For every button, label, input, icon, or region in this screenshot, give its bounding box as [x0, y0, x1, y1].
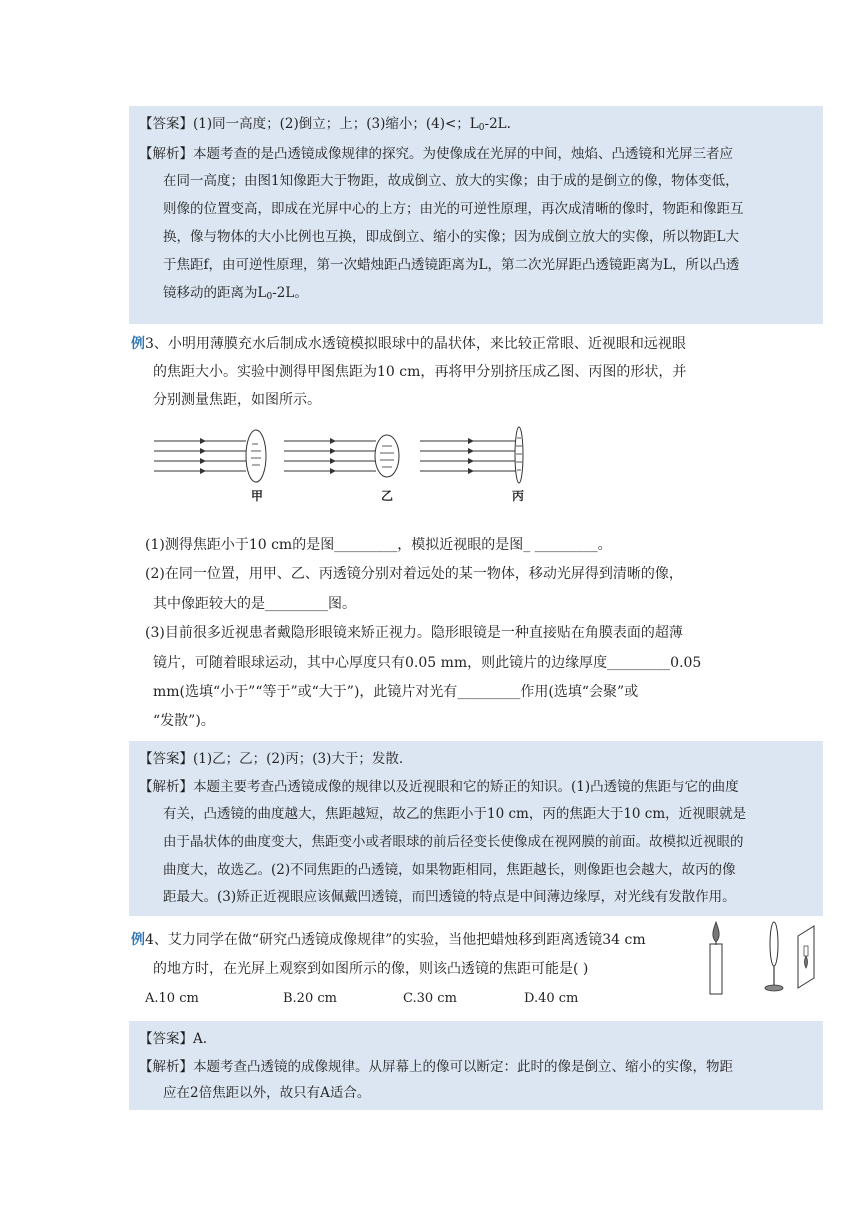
question-text: 3、小明用薄膜充水后制成水透镜模拟眼球中的晶状体，来比较正常眼、近视眼和远视眼: [145, 336, 686, 352]
analysis-tag: 【解析】: [139, 779, 193, 795]
ex3-question-line-2: 的焦距大小。实验中测得甲图焦距为10 cm，再将甲分别挤压成乙图、丙图的形状，并: [153, 364, 687, 380]
lens-figure: [150, 424, 550, 504]
fig-label-yi: 乙: [381, 489, 394, 503]
answer-tag: 【答案】: [139, 1031, 193, 1047]
fig-label-bing: 丙: [512, 489, 525, 503]
analysis-text-tail: -2L。: [272, 285, 308, 301]
ex4-question-line-1: [131, 930, 646, 950]
ex3-q3-line-1: (3)目前很多近视患者戴隐形眼镜来矫正视力。隐形眼镜是一种直接贴在角膜表面的超薄: [145, 625, 683, 641]
ex4-option-a: A.10 cm: [145, 991, 199, 1006]
lens-yi: [375, 435, 399, 477]
lens-bing-rays: [420, 441, 516, 471]
example-label: 例: [131, 932, 145, 948]
ex3-q2-line-1: (2)在同一位置，用甲、乙、丙透镜分别对着远处的某一物体，移动光屏得到清晰的像，: [145, 566, 683, 582]
ex3-q1: (1)测得焦距小于10 cm的是图_________，模拟近视眼的是图_ _________。: [145, 537, 612, 553]
answer-tag: 【答案】: [139, 751, 193, 767]
lens-bing: [515, 427, 523, 483]
ex3-analysis-line-2: 有关，凸透镜的曲度越大，焦距越短，故乙的焦距小于10 cm，丙的焦距大于10 cm，近视眼就是: [163, 806, 747, 822]
ex3-question-line-1: [131, 334, 686, 354]
analysis-text: 本题考查的是凸透镜成像规律的探究。为使像成在光屏的中间，烛焰、凸透镜和光屏三者应: [193, 146, 733, 162]
ex4-option-b: B.20 cm: [283, 991, 337, 1006]
ex3-analysis-line-4: 曲度大，故选乙。(2)不同焦距的凸透镜，如果物距相同，焦距越长，则像距也会越大，故丙的像: [163, 862, 736, 878]
analysis-tag: 【解析】: [139, 1059, 193, 1075]
screen-icon: [798, 926, 814, 988]
ex3-analysis-line-3: 由于晶状体的曲度变大，焦距变小或者眼球的前后径变长使像成在视网膜的前面。故模拟近视眼的: [163, 834, 744, 850]
answer-tag: 【答案】: [139, 116, 193, 132]
example-label: 例: [131, 336, 145, 352]
answer-text: (1)乙；乙；(2)丙；(3)大于；发散.: [193, 751, 404, 767]
ex2-analysis-line-3: 则像的位置变高，即成在光屏中心的上方；由光的可逆性原理，再次成清晰的像时，物距和像距互: [163, 201, 744, 217]
ex3-question-line-3: 分别测量焦距，如图所示。: [153, 392, 321, 408]
ex4-answer-line: [139, 1029, 207, 1049]
ex2-answer-line: [139, 114, 511, 138]
ex2-answer-box: [129, 106, 823, 324]
lens-stand-icon: [765, 922, 783, 991]
ex2-analysis-line-5: 于焦距f，由可逆性原理，第一次蜡烛距凸透镜距离为L，第二次光屏距凸透镜距离为L，所以凸透: [163, 257, 740, 273]
ex4-question-line-2: 的地方时，在光屏上观察到如图所示的像，则该凸透镜的焦距可能是( ): [153, 961, 589, 977]
analysis-text: 本题考查凸透镜的成像规律。从屏幕上的像可以断定：此时的像是倒立、缩小的实像，物距: [193, 1059, 733, 1075]
ex3-q3-line-2: 镜片，可随着眼球运动，其中心厚度只有0.05 mm，则此镜片的边缘厚度_________0.05: [153, 655, 702, 671]
ex2-analysis-line-6: [163, 283, 308, 307]
answer-text: (1)同一高度；(2)倒立；上；(3)缩小；(4)<；L: [193, 116, 479, 132]
lens-yi-rays: [284, 441, 376, 471]
ex2-analysis-line-4: 换，像与物体的大小比例也互换，即成倒立、缩小的实像；因为成倒立放大的实像，所以物距L大: [163, 229, 739, 245]
ex3-q3-line-3: mm(选填“小于”“等于”或“大于”)，此镜片对光有_________作用(选填“会聚”或: [153, 684, 639, 700]
ex4-option-c: C.30 cm: [403, 991, 457, 1006]
analysis-text: 本题主要考查凸透镜成像的规律以及近视眼和它的矫正的知识。(1)凸透镜的焦距与它的曲度: [193, 779, 739, 795]
subscript: 0: [478, 123, 485, 133]
ex3-q3-line-4: “发散”)。: [153, 713, 215, 729]
ex4-analysis-line-2: 应在2倍焦距以外，故只有A适合。: [163, 1085, 371, 1101]
answer-text: A.: [193, 1031, 208, 1047]
lens-jia: [246, 430, 266, 482]
ex3-analysis-line-5: 距最大。(3)矫正近视眼应该佩戴凹透镜，而凹透镜的特点是中间薄边缘厚，对光线有发散作用。: [163, 889, 736, 905]
ex3-analysis-line-1: [139, 777, 739, 797]
answer-text-tail: -2L.: [484, 116, 511, 132]
subscript: 0: [266, 292, 273, 302]
ex4-analysis-line-1: [139, 1057, 733, 1077]
analysis-tag: 【解析】: [139, 146, 193, 162]
lens-jia-rays: [154, 441, 246, 471]
fig-label-jia: 甲: [251, 489, 264, 503]
ex2-analysis-line-1: [139, 144, 733, 164]
ex3-q2-line-2: 其中像距较大的是_________图。: [153, 596, 356, 612]
ex2-analysis-line-2: 在同一高度；由图1知像距大于物距，故成倒立、放大的实像；由于成的是倒立的像，物体变低，: [163, 173, 739, 189]
ex3-answer-box: [129, 741, 823, 916]
ex3-answer-line: [139, 749, 403, 769]
analysis-text: 镜移动的距离为L: [163, 285, 267, 301]
ex4-answer-box: [129, 1021, 823, 1110]
ex4-option-d: D.40 cm: [524, 991, 579, 1006]
candle-lens-screen-figure: [700, 916, 830, 996]
question-text: 4、艾力同学在做“研究凸透镜成像规律”的实验，当他把蜡烛移到距离透镜34 cm: [145, 932, 646, 948]
candle-icon: [710, 922, 722, 994]
